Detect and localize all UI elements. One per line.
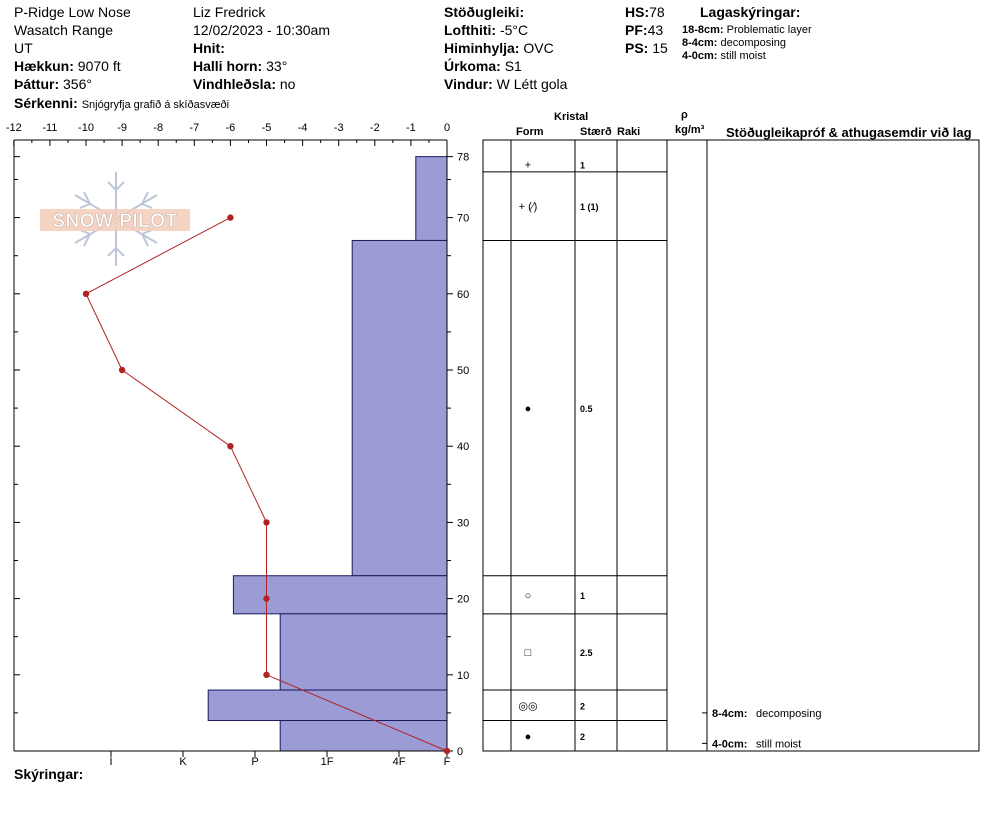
- state: UT: [14, 40, 33, 56]
- hardness-label: K: [179, 756, 187, 768]
- depth-tick-label: 0: [457, 746, 464, 758]
- density-symbol: ρ: [681, 109, 688, 121]
- hs-label: HS:: [625, 4, 650, 20]
- layer-note-range: 4-0cm:: [682, 50, 718, 62]
- depth-tick-label: 30: [457, 517, 470, 530]
- grain-form-symbol: ○: [524, 589, 532, 602]
- hardness-label: I: [109, 756, 113, 768]
- temperature-point: [227, 214, 233, 220]
- density-unit: kg/m³: [675, 124, 705, 136]
- temperature-point: [119, 367, 125, 373]
- grain-size: 0.5: [580, 404, 593, 415]
- grain-size: 2: [580, 731, 586, 742]
- hs-value: 78: [649, 4, 665, 20]
- wind-loading-label: Vindhleðsla:: [193, 76, 276, 92]
- comment-range: 8-4cm:: [712, 707, 748, 720]
- elevation-label: Hækkun:: [14, 58, 74, 74]
- depth-tick-label: 40: [457, 441, 470, 454]
- hardness-bar: [416, 157, 447, 241]
- layer-note-range: 8-4cm:: [682, 37, 718, 49]
- slope-value: 33°: [266, 58, 288, 74]
- slope-label: Halli horn:: [193, 58, 263, 74]
- grain-form-symbol: □: [524, 646, 532, 659]
- temp-tick-label: -5: [261, 122, 272, 134]
- location-name: P-Ridge Low Nose: [14, 4, 131, 20]
- stability-label: Stöðugleiki:: [444, 4, 525, 20]
- hardness-label: 1F: [320, 756, 334, 768]
- aspect-value: 356°: [63, 76, 92, 92]
- hardness-bar: [280, 721, 447, 751]
- wind-value: W Létt gola: [496, 76, 568, 92]
- pf-value: 43: [647, 22, 664, 38]
- watermark-text: SNOW PILOT: [52, 211, 178, 232]
- comment-text: still moist: [756, 738, 802, 751]
- form-header: Form: [516, 126, 544, 138]
- layer-note-text: Problematic layer: [726, 24, 812, 36]
- legend-label: Skýringar:: [14, 766, 84, 782]
- temp-tick-label: -12: [5, 122, 22, 134]
- temp-tick-label: -8: [153, 122, 164, 134]
- sky-label: Himinhylja:: [444, 40, 520, 56]
- grain-form-symbol: +: [524, 159, 532, 172]
- ps-value: 15: [652, 40, 668, 56]
- comment-text: decomposing: [756, 707, 822, 720]
- temp-tick-label: 0: [443, 122, 451, 134]
- grain-form-symbol: ●: [524, 730, 532, 743]
- depth-tick-label: 10: [457, 669, 470, 682]
- temp-tick-label: -9: [117, 122, 127, 134]
- hardness-label: F: [443, 756, 451, 768]
- temp-tick-label: -4: [297, 122, 308, 134]
- hardness-label: 4F: [392, 756, 406, 768]
- wind-label: Vindur:: [444, 76, 493, 92]
- temperature-point: [263, 519, 269, 525]
- wind-loading-value: no: [279, 76, 296, 92]
- temp-tick-label: -6: [225, 122, 236, 134]
- temperature-point: [263, 595, 269, 601]
- aspect-label: Þáttur:: [14, 76, 60, 92]
- hardness-bar: [352, 240, 447, 575]
- temp-tick-label: -2: [369, 122, 380, 134]
- layer-note-range: 18-8cm:: [682, 24, 724, 36]
- layer-note-text: decomposing: [720, 37, 786, 49]
- grain-form-symbol: + (⁄): [518, 201, 538, 214]
- elevation-value: 9070 ft: [77, 58, 121, 74]
- features-value: Snjógryfja grafið á skíðasvæði: [81, 99, 230, 111]
- layer-notes-title: Lagaskýringar:: [700, 4, 801, 20]
- temp-tick-label: -7: [189, 122, 200, 134]
- temp-tick-label: -1: [406, 122, 416, 134]
- tests-header: Stöðugleikapróf & athugasemdir við lag: [726, 125, 972, 140]
- coords-label: Hnit:: [193, 40, 225, 56]
- grain-size: 1: [580, 160, 586, 171]
- mountain-range: Wasatch Range: [14, 22, 114, 38]
- temperature-point: [263, 672, 269, 678]
- hardness-bar: [208, 690, 447, 720]
- moisture-header: Raki: [617, 126, 641, 138]
- pf-label: PF:: [625, 22, 648, 38]
- observer-name: Liz Fredrick: [193, 4, 266, 20]
- hardness-bar: [280, 614, 447, 690]
- grain-size: 2.5: [580, 647, 593, 658]
- air-temp-value: -5°C: [499, 22, 529, 38]
- layer-table-frame: [483, 140, 979, 751]
- hardness-label: P: [251, 756, 259, 768]
- air-temp-label: Lofthiti:: [444, 22, 497, 38]
- sky-value: OVC: [523, 40, 554, 56]
- snowpilot-watermark: [40, 172, 190, 266]
- grain-size: 1 (1): [580, 202, 599, 213]
- grain-size: 1: [580, 590, 586, 601]
- temperature-point: [444, 748, 450, 754]
- depth-tick-label: 78: [457, 151, 470, 164]
- depth-tick-label: 60: [457, 288, 470, 301]
- depth-tick-label: 20: [457, 593, 470, 606]
- comment-range: 4-0cm:: [712, 738, 748, 751]
- size-header: Stærð: [580, 126, 612, 138]
- temperature-point: [227, 443, 233, 449]
- features-label: Sérkenni:: [14, 95, 78, 111]
- grain-form-symbol: ●: [524, 403, 532, 416]
- precip-label: Úrkoma:: [444, 58, 501, 74]
- temperature-point: [83, 291, 89, 297]
- hardness-bar: [233, 576, 447, 614]
- precip-value: S1: [504, 58, 522, 74]
- ps-label: PS:: [625, 40, 649, 56]
- temp-tick-label: -11: [42, 122, 58, 134]
- grain-form-symbol: ◎◎: [518, 700, 538, 713]
- depth-tick-label: 70: [457, 212, 470, 225]
- depth-tick-label: 50: [457, 365, 470, 377]
- grain-size: 2: [580, 701, 586, 712]
- observation-datetime: 12/02/2023 - 10:30am: [193, 22, 330, 38]
- temp-tick-label: -10: [78, 122, 94, 134]
- layer-note-text: still moist: [720, 50, 766, 62]
- crystal-header: Kristal: [554, 111, 589, 123]
- temp-tick-label: -3: [333, 122, 344, 134]
